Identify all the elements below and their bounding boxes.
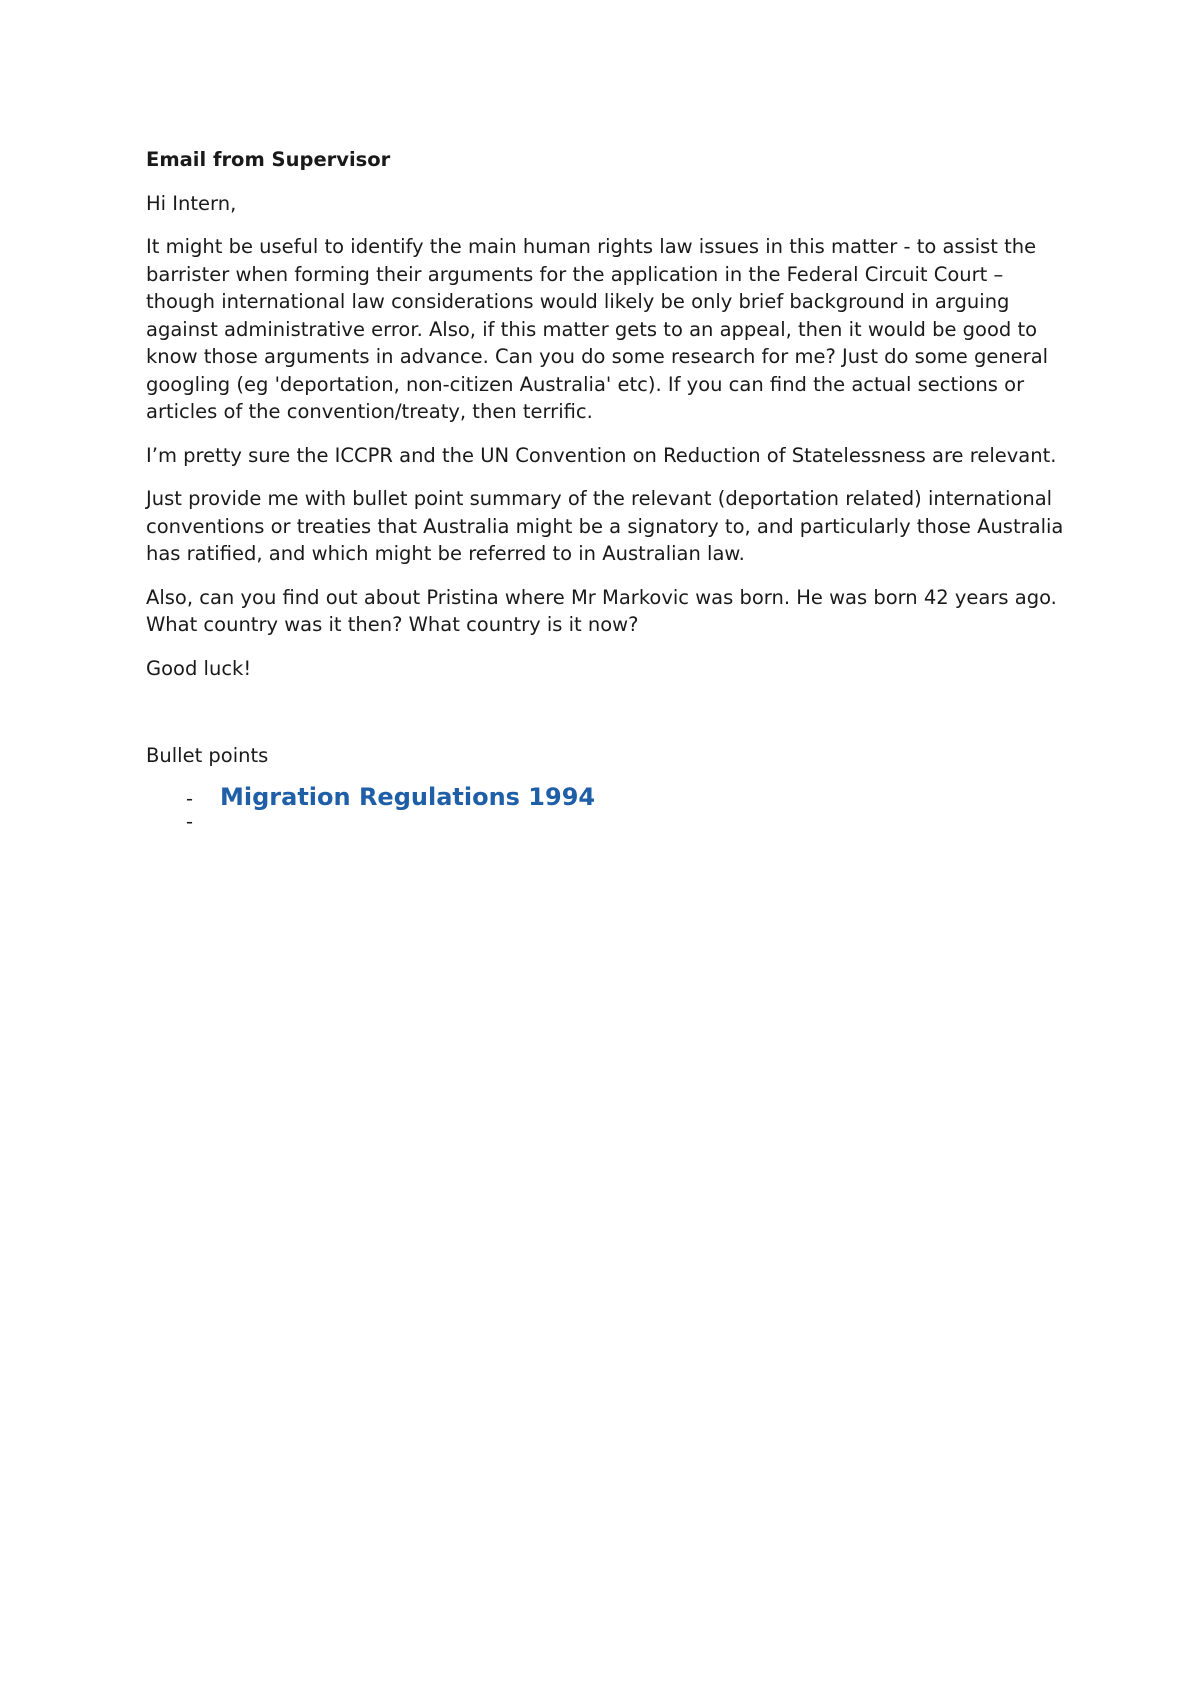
bullet-list — [146, 780, 1066, 836]
email-paragraph-4: Also, can you find out about Pristina where Mr Markovic was born. He was born 42 years ago. What country was it then? What country is it now? — [146, 585, 1057, 636]
blank-line — [146, 698, 1066, 742]
bullet-points-title: Bullet points — [146, 744, 269, 767]
bullet-dash: - — [186, 809, 194, 833]
document-body — [146, 146, 1066, 835]
bullet-dash: - — [186, 786, 194, 810]
email-signoff: Good luck! — [146, 656, 252, 680]
email-greeting: Hi Intern, — [146, 191, 237, 215]
email-heading: Email from Supervisor — [146, 148, 391, 171]
email-paragraph-2: I’m pretty sure the ICCPR and the UN Convention on Reduction of Statelessness are relevant. — [146, 443, 1057, 467]
bullet-text[interactable]: Migration Regulations 1994 — [220, 782, 596, 811]
email-paragraph-1: It might be useful to identify the main human rights law issues in this matter - to assist the barrister when forming their arguments for the application in the Federal Circuit Court – though international law considerations would likely be only brief background in arguing against administrative error. Also, if this matter gets to an appeal, then it would be good to know those arguments in advance. Can you do some research for me? Just do some general googling (eg 'deportation, non-citizen Australia' etc). If you can find the actual sections or articles of the convention/treaty, then terrific. — [146, 235, 1049, 423]
email-paragraph-3: Just provide me with bullet point summary of the relevant (deportation related) international conventions or treaties that Australia might be a signatory to, and particularly those Australia has ratified, and which might be referred to in Australian law. — [146, 487, 1064, 565]
